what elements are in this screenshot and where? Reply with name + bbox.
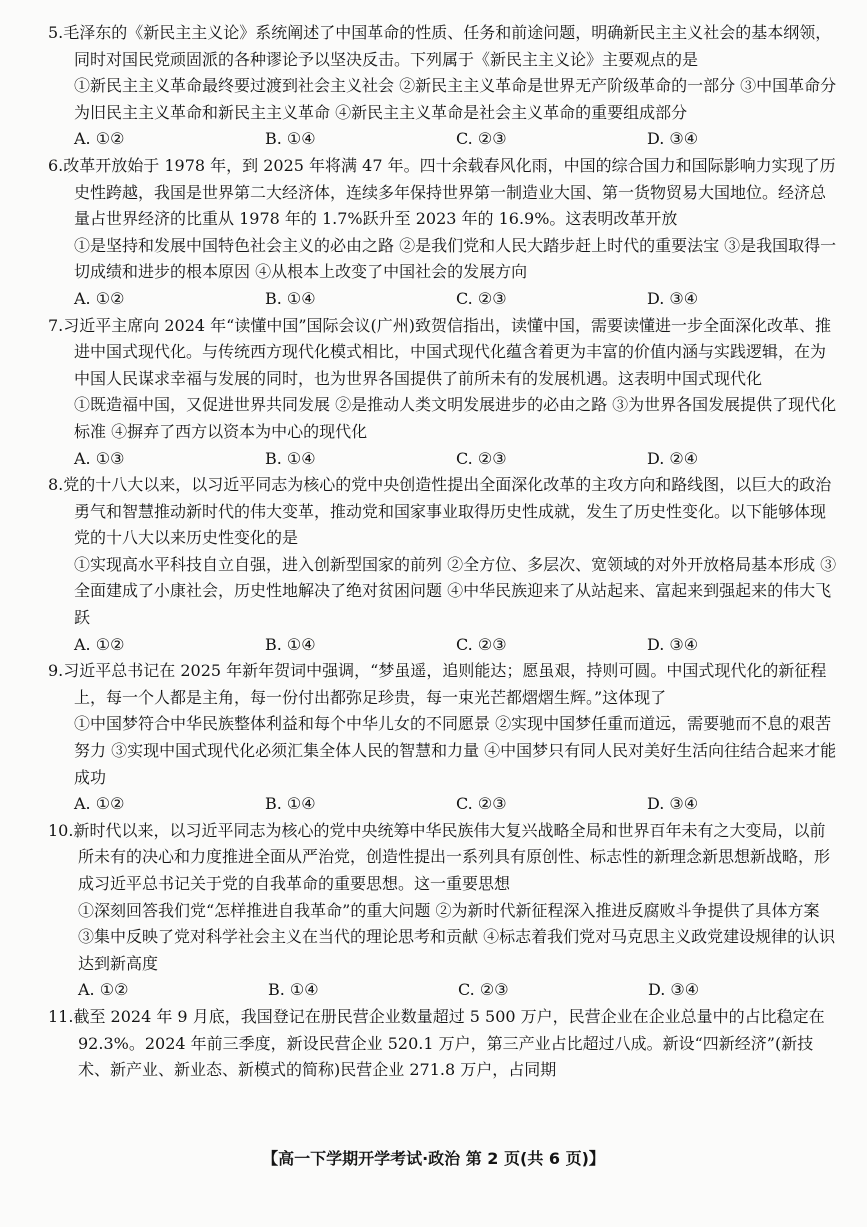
choice-c: C. ②③ — [456, 288, 507, 308]
question-8 — [48, 472, 838, 658]
question-7 — [48, 313, 838, 473]
choice-a: A. ①② — [74, 129, 125, 149]
choice-b: B. ①④ — [265, 448, 316, 468]
choice-c: C. ②③ — [458, 980, 509, 1000]
choice-d: D. ③④ — [648, 980, 700, 1000]
answer-choices — [48, 977, 838, 1004]
answer-choices — [48, 286, 838, 313]
choice-c: C. ②③ — [456, 794, 507, 814]
question-9 — [48, 658, 838, 818]
answer-choices — [48, 632, 838, 659]
choice-a: A. ①② — [78, 980, 129, 1000]
page-footer: 【高一下学期开学考试·政治 第 2 页(共 6 页)】 — [262, 1149, 605, 1168]
question-statements: ①深刻回答我们党“怎样推进自我革命”的重大问题 ②为新时代新征程深入推进反腐败斗争提供了具体方案 ③集中反映了党对科学社会主义在当代的理论思考和贡献 ④标志着我们党对马克思主义政党建设规律的认识达到新高度 — [78, 900, 836, 973]
answer-choices — [48, 126, 838, 153]
choice-b: B. ①④ — [265, 288, 316, 308]
question-statements: ①是坚持和发展中国特色社会主义的必由之路 ②是我们党和人民大踏步赶上时代的重要法宝 ③是我国取得一切成绩和进步的根本原因 ④从根本上改变了中国社会的发展方向 — [74, 235, 837, 282]
question-statements: ①中国梦符合中华民族整体利益和每个中华儿女的不同愿景 ②实现中国梦任重而道远，需要驰而不息的艰苦努力 ③实现中国式现代化必须汇集全体人民的智慧和力量 ④中国梦只有同人民对美好生活向往结合起来才能成功 — [74, 714, 837, 787]
choice-b: B. ①④ — [265, 129, 316, 149]
question-stem: 11.截至 2024 年 9 月底，我国登记在册民营企业数量超过 5 500 万户，民营企业在企业总量中的占比稳定在 92.3%。2024 年前三季度，新设民营企业 520.1 万户，第三产业占比超过八成。新设“四新经济”(新技术、新产业、新业态、新模式的简称)民营企业 271.8 万户，占同期 — [48, 1006, 825, 1080]
choice-a: A. ①② — [74, 794, 125, 814]
choice-d: D. ③④ — [647, 634, 699, 654]
question-stem: 7.习近平主席向 2024 年“读懂中国”国际会议(广州)致贺信指出，读懂中国，需要读懂进一步全面深化改革、推进中国式现代化。与传统西方现代化模式相比，中国式现代化蕴含着更为丰富的价值内涵与实践逻辑，在为中国人民谋求幸福与发展的同时，也为世界各国提供了前所未有的发展机遇。这表明中国式现代化 — [48, 315, 832, 388]
choice-c: C. ②③ — [456, 448, 507, 468]
choice-a: A. ①③ — [74, 448, 125, 468]
questions-list — [48, 20, 838, 1084]
choice-b: B. ①④ — [268, 980, 319, 1000]
choice-c: C. ②③ — [456, 129, 507, 149]
question-statements: ①既造福中国，又促进世界共同发展 ②是推动人类文明发展进步的必由之路 ③为世界各国发展提供了现代化标准 ④摒弃了西方以资本为中心的现代化 — [74, 395, 837, 441]
choice-d: D. ③④ — [647, 129, 699, 149]
question-stem: 6.改革开放始于 1978 年，到 2025 年将满 47 年。四十余载春风化雨，中国的综合国力和国际影响力实现了历史性跨越，我国是世界第二大经济体，连续多年保持世界第一制造业大国、第一货物贸易大国地位。经济总量占世界经济的比重从 1978 年的 1.7%跃升至 2023 年的 16.9%。这表明改革开放 — [48, 155, 836, 229]
question-10 — [48, 818, 838, 1004]
choice-a: A. ①② — [74, 634, 125, 654]
question-stem: 9.习近平总书记在 2025 年新年贺词中强调，“梦虽遥，追则能达；愿虽艰，持则可圆。中国式现代化的新征程上，每一个人都是主角，每一份付出都弥足珍贵，每一束光芒都熠熠生辉。”这体现了 — [48, 661, 827, 707]
choice-a: A. ①② — [74, 288, 125, 308]
choice-d: D. ③④ — [647, 794, 699, 814]
answer-choices — [48, 791, 838, 818]
choice-d: D. ②④ — [647, 448, 699, 468]
question-stem: 8.党的十八大以来，以习近平同志为核心的党中央创造性提出全面深化改革的主攻方向和路线图，以巨大的政治勇气和智慧推动新时代的伟大变革，推动党和国家事业取得历史性成就，发生了历史性变化。以下能够体现党的十八大以来历史性变化的是 — [48, 475, 832, 548]
question-11 — [48, 1004, 838, 1084]
choice-b: B. ①④ — [265, 634, 316, 654]
question-6 — [48, 153, 838, 313]
question-5 — [48, 20, 838, 153]
choice-d: D. ③④ — [647, 288, 699, 308]
question-stem: 5.毛泽东的《新民主主义论》系统阐述了中国革命的性质、任务和前途问题，明确新民主主义社会的基本纲领，同时对国民党顽固派的各种谬论予以坚决反击。下列属于《新民主主义论》主要观点的是 — [48, 23, 832, 69]
choice-b: B. ①④ — [265, 794, 316, 814]
question-statements: ①实现高水平科技自立自强，进入创新型国家的前列 ②全方位、多层次、宽领域的对外开放格局基本形成 ③全面建成了小康社会，历史性地解决了绝对贫困问题 ④中华民族迎来了从站起来、富起来到强起来的伟大飞跃 — [74, 554, 837, 628]
choice-c: C. ②③ — [456, 634, 507, 654]
question-statements: ①新民主主义革命最终要过渡到社会主义社会 ②新民主主义革命是世界无产阶级革命的一部分 ③中国革命分为旧民主主义革命和新民主主义革命 ④新民主主义革命是社会主义革命的重要组成部分 — [74, 76, 837, 122]
answer-choices — [48, 446, 838, 473]
question-stem: 10.新时代以来，以习近平同志为核心的党中央统筹中华民族伟大复兴战略全局和世界百年未有之大变局，以前所未有的决心和力度推进全面从严治党，创造性提出一系列具有原创性、标志性的新理念新思想新战略，形成习近平总书记关于党的自我革命的重要思想。这一重要思想 — [48, 820, 831, 893]
